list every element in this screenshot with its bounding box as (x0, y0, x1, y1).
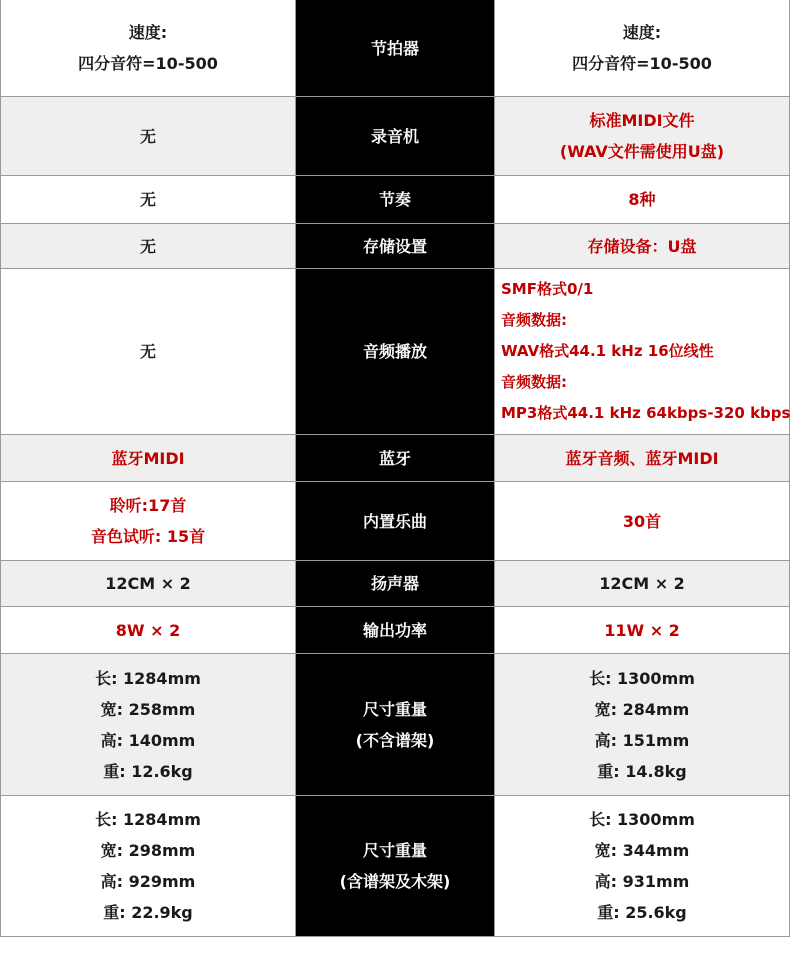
right-cell (494, 97, 790, 175)
cell-text: 长: 1300mm (589, 810, 695, 829)
feature-label (296, 97, 494, 175)
table-row-metronome (0, 0, 790, 97)
table-row-rhythm (0, 176, 790, 224)
cell-text: 重: 22.9kg (103, 903, 193, 922)
cell-text: 四分音符=10-500 (572, 54, 712, 73)
cell-text: 存储设备：U盘 (587, 236, 697, 256)
table-row-dimensions-with-stand (0, 796, 790, 937)
cell-text: 聆听:17首 (109, 496, 187, 515)
cell-text: 速度: (128, 23, 168, 42)
right-cell (494, 796, 790, 936)
cell-text: 无 (139, 342, 156, 361)
cell-text: 重: 12.6kg (103, 761, 193, 781)
left-cell (0, 176, 296, 223)
left-cell (0, 0, 296, 96)
feature-label-text: 输出功率 (362, 620, 427, 640)
cell-text: 宽: 284mm (594, 699, 690, 719)
cell-text: 标准MIDI文件 (589, 111, 695, 130)
table-row-bluetooth (0, 435, 790, 482)
feature-label (296, 0, 494, 96)
table-row-dimensions-no-stand (0, 654, 790, 796)
cell-text: 重: 25.6kg (597, 903, 687, 922)
cell-text: 蓝牙MIDI (111, 448, 185, 468)
cell-text: 无 (139, 236, 156, 256)
right-cell (494, 482, 790, 560)
cell-text: 重: 14.8kg (597, 761, 687, 781)
feature-label (296, 654, 494, 795)
table-row-storage (0, 224, 790, 269)
feature-label-text: 蓝牙 (378, 448, 411, 468)
table-row-speakers (0, 561, 790, 607)
cell-text: 四分音符=10-500 (78, 54, 218, 73)
cell-text: 8种 (628, 190, 656, 209)
cell-text: 宽: 258mm (100, 699, 196, 719)
feature-label (296, 482, 494, 560)
cell-text: 蓝牙音频、蓝牙MIDI (565, 448, 719, 468)
left-cell (0, 97, 296, 175)
cell-text: 8W × 2 (115, 620, 181, 640)
feature-label (296, 561, 494, 606)
right-cell (494, 176, 790, 223)
feature-label (296, 269, 494, 434)
cell-text: 11W × 2 (604, 620, 680, 640)
feature-label-text: 扬声器 (370, 574, 419, 593)
feature-label (296, 796, 494, 936)
table-row-builtin-songs (0, 482, 790, 561)
cell-text: 长: 1284mm (95, 810, 201, 829)
cell-text: 高: 140mm (100, 730, 196, 750)
feature-label-text: 内置乐曲 (362, 511, 427, 531)
table-row-output-power (0, 607, 790, 654)
left-cell (0, 269, 296, 434)
right-cell (494, 435, 790, 481)
feature-label (296, 607, 494, 653)
feature-label-text: 尺寸重量 (362, 699, 427, 719)
left-cell (0, 224, 296, 268)
right-cell (494, 607, 790, 653)
left-cell (0, 796, 296, 936)
cell-text: 音频数据: (501, 373, 567, 391)
cell-text: SMF格式0/1 (501, 280, 594, 298)
cell-text: 长: 1300mm (589, 668, 695, 688)
cell-text: 音频数据: (501, 311, 567, 329)
cell-text: 音色试听: 15首 (90, 527, 206, 546)
cell-text: 12CM × 2 (105, 574, 191, 593)
cell-text: (WAV文件需使用U盘) (559, 142, 725, 161)
left-cell (0, 654, 296, 795)
table-row-recorder (0, 97, 790, 176)
cell-text: 12CM × 2 (599, 574, 685, 593)
left-cell (0, 482, 296, 560)
feature-label-text: 节拍器 (370, 38, 419, 58)
cell-text: 长: 1284mm (95, 668, 201, 688)
feature-label (296, 435, 494, 481)
cell-text: 无 (139, 190, 156, 209)
feature-label-text: 存储设置 (362, 236, 427, 256)
cell-text: 宽: 298mm (100, 841, 196, 860)
feature-label-text: 录音机 (370, 126, 419, 146)
cell-text: 速度: (622, 23, 662, 42)
right-cell (494, 654, 790, 795)
cell-text: 无 (139, 126, 156, 146)
cell-text: 高: 929mm (100, 872, 196, 891)
right-cell (494, 224, 790, 268)
feature-label (296, 224, 494, 268)
left-cell (0, 607, 296, 653)
feature-label-text: 音频播放 (362, 342, 427, 361)
feature-label-text: 尺寸重量 (362, 841, 427, 860)
left-cell (0, 561, 296, 606)
cell-text: 30首 (622, 511, 662, 531)
feature-label-text: (含谱架及木架) (339, 872, 451, 891)
left-cell (0, 435, 296, 481)
feature-label-text: 节奏 (378, 190, 411, 209)
cell-text: 宽: 344mm (594, 841, 690, 860)
cell-text: WAV格式44.1 kHz 16位线性 (501, 342, 714, 360)
feature-label-text: (不含谱架) (355, 730, 435, 750)
cell-text: 高: 931mm (594, 872, 690, 891)
table-row-audio-playback (0, 269, 790, 435)
cell-text: 高: 151mm (594, 730, 690, 750)
right-cell (494, 561, 790, 606)
feature-label (296, 176, 494, 223)
cell-text: MP3格式44.1 kHz 64kbps-320 kbps (501, 404, 790, 422)
right-cell (494, 0, 790, 96)
right-cell (494, 269, 790, 434)
